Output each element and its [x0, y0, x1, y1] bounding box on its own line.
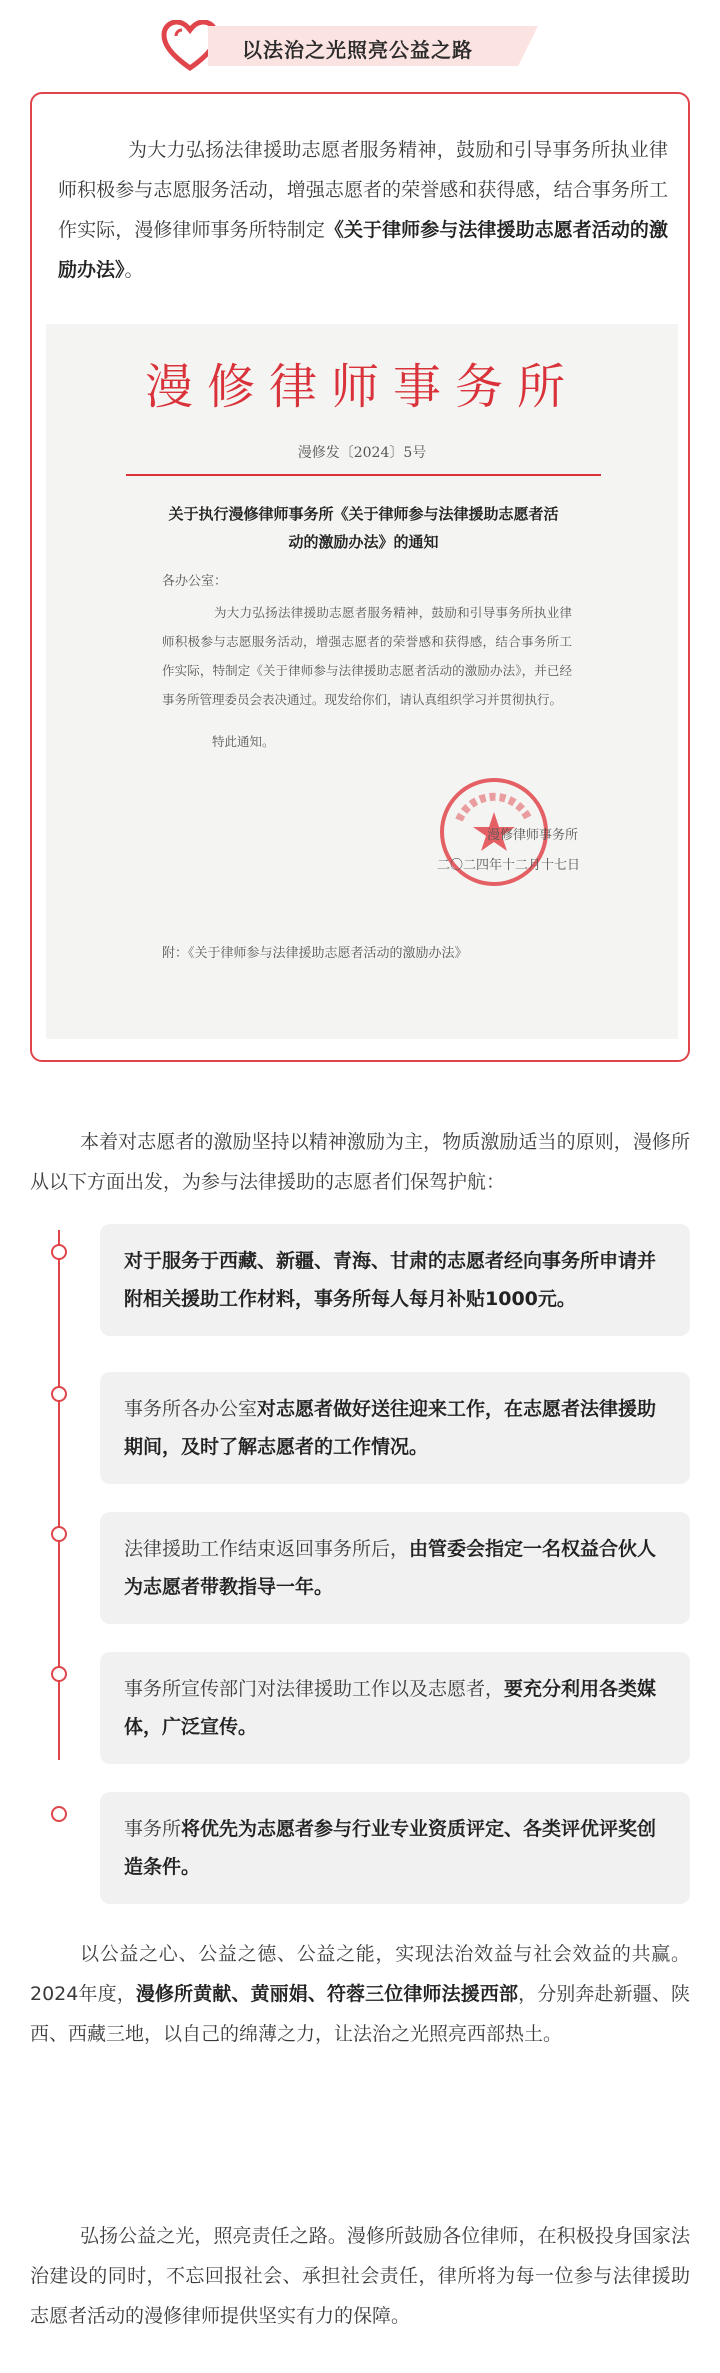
- timeline-dot: [51, 1666, 67, 1682]
- timeline-dot: [51, 1244, 67, 1260]
- results-text: 以公益之心、公益之德、公益之能，实现法治效益与社会效益的共赢。2024年度，: [30, 1943, 690, 2005]
- results-bold: 漫修所黄献、黄丽娟、符蓉三位律师法援西部: [135, 1983, 519, 2005]
- measure-card: [100, 1792, 690, 1904]
- measure-bold: 对志愿者做好送往迎来工作，在志愿者法律援助期间，及时了解志愿者的工作情况。: [124, 1398, 657, 1458]
- document-salutation: 各办公室：: [162, 574, 228, 589]
- measure-text: 法律援助工作结束返回事务所后，: [124, 1538, 410, 1560]
- measure-card: [100, 1512, 690, 1624]
- document-title: 关于执行漫修律师事务所《关于律师参与法律援助志愿者活动的激励办法》的通知: [168, 505, 559, 551]
- measure-bold: 对于服务于西藏、新疆、青海、甘肃的志愿者经向事务所申请并附相关援助工作材料，事务所每人每月补贴1000元。: [124, 1250, 657, 1310]
- document-org-name: 漫修律师事务所: [144, 359, 579, 415]
- measure-bold: 将优先为志愿者参与行业专业资质评定、各类评优评奖创造条件。: [124, 1818, 657, 1878]
- scanned-document: [46, 324, 678, 1039]
- notice-intro-bold: 《关于律师参与法律援助志愿者活动的激励办法》: [58, 219, 668, 281]
- header-title: 以法治之光照亮公益之路: [242, 38, 473, 62]
- notice-card: [30, 92, 690, 1062]
- measure-text: 事务所: [124, 1818, 182, 1840]
- measure-bold: 由管委会指定一名权益合伙人为志愿者带教指导一年。: [124, 1538, 657, 1598]
- document-attachment: 附：《关于律师参与法律援助志愿者活动的激励办法》: [162, 946, 468, 961]
- timeline-dot: [51, 1526, 67, 1542]
- timeline-dot: [51, 1386, 67, 1402]
- document-signer: 漫修律师事务所: [486, 828, 578, 843]
- measure-text: 事务所各办公室: [124, 1398, 258, 1420]
- document-number: 漫修发〔2024〕5号: [297, 445, 427, 461]
- results-paragraph: [30, 1934, 690, 2054]
- document-red-divider: [126, 474, 601, 476]
- measure-text: 事务所宣传部门对法律援助工作以及志愿者，: [124, 1678, 505, 1700]
- results-text-tail: ，分别奔赴新疆、陕西、西藏三地，以自己的绵薄之力，让法治之光照亮西部热土。: [30, 1983, 690, 2045]
- notice-intro: [58, 130, 668, 290]
- notice-intro-text: 为大力弘扬法律援助志愿者服务精神，鼓励和引导事务所执业律师积极参与志愿服务活动，增强志愿者的荣誉感和获得感，结合事务所工作实际，漫修律师事务所特制定: [58, 139, 668, 241]
- timeline-dot: [51, 1806, 67, 1822]
- measure-card: [100, 1224, 690, 1336]
- measure-bold: 要充分利用各类媒体，广泛宣传。: [124, 1678, 657, 1738]
- intro-paragraph: 本着对志愿者的激励坚持以精神激励为主，物质激励适当的原则，漫修所从以下方面出发，为参与法律援助的志愿者们保驾护航：: [30, 1131, 690, 1193]
- section-header: [160, 20, 560, 72]
- measure-card: [100, 1652, 690, 1764]
- closing-paragraph: 弘扬公益之光，照亮责任之路。漫修所鼓励各位律师，在积极投身国家法治建设的同时，不忘回报社会、承担社会责任，律所将为每一位参与法律援助志愿者活动的漫修律师提供坚实有力的保障。: [30, 2225, 690, 2327]
- document-closing: 特此通知。: [212, 734, 275, 749]
- document-date: 二〇二四年十二月十七日: [436, 858, 580, 873]
- notice-intro-tail: 。: [124, 259, 144, 281]
- measure-card: [100, 1372, 690, 1484]
- document-body: 为大力弘扬法律援助志愿者服务精神，鼓励和引导事务所执业律师积极参与志愿服务活动，增强志愿者的荣誉感和获得感，结合事务所工作实际，特制定《关于律师参与法律援助志愿者活动的激励办法》，并已经事务所管理委员会表决通过。现发给你们，请认真组织学习并贯彻执行。: [162, 605, 572, 707]
